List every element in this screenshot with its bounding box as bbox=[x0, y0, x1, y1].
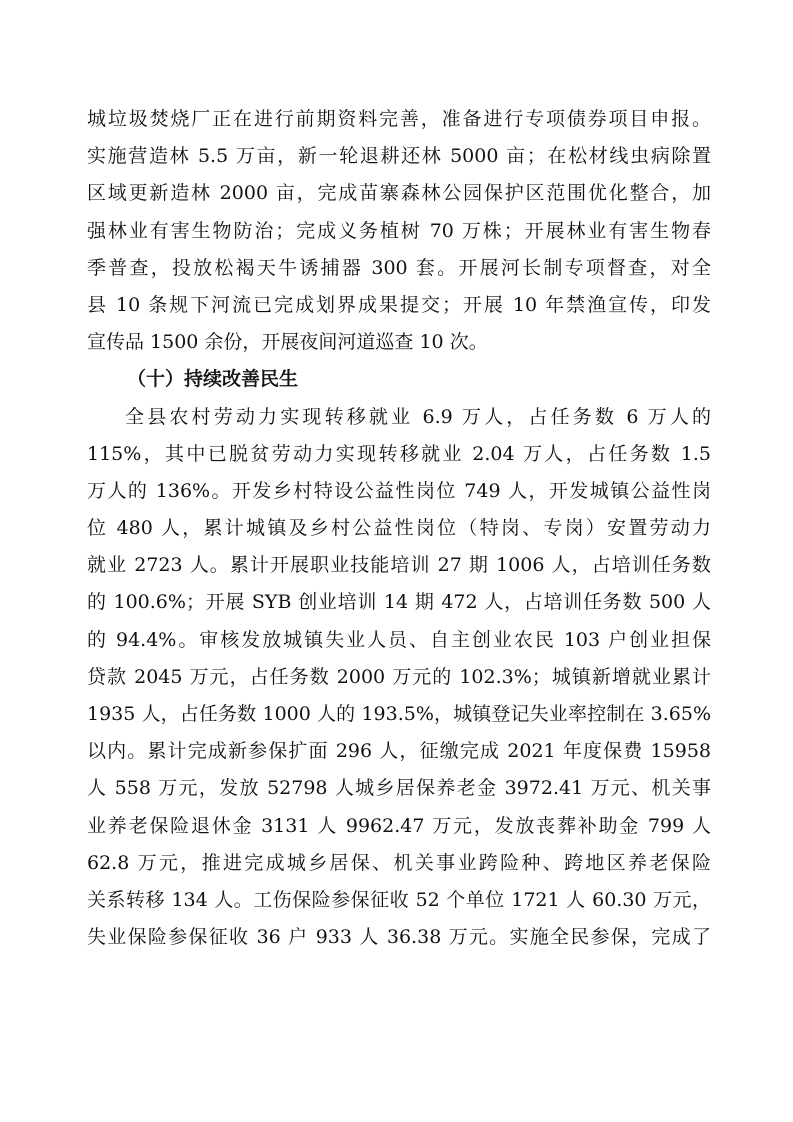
text-line: 季普查，投放松褐天牛诱捕器 300 套。开展河长制专项督查，对全 bbox=[87, 256, 711, 279]
text-line: 县 10 条规下河流已完成划界成果提交；开展 10 年禁渔宣传，印发 bbox=[87, 293, 711, 316]
text-line: 万人的 136%。开发乡村特设公益性岗位 749 人，开发城镇公益性岗 bbox=[87, 479, 711, 502]
text-line: 宣传品 1500 余份，开展夜间河道巡查 10 次。 bbox=[87, 331, 488, 354]
text-line: 的 100.6%；开展 SYB 创业培训 14 期 472 人，占培训任务数 500 人 bbox=[87, 591, 711, 614]
text-line: 的 94.4%。审核发放城镇失业人员、自主创业农民 103 户创业担保 bbox=[87, 628, 711, 651]
text-line: 关系转移 134 人。工伤保险参保征收 52 个单位 1721 人 60.30 万元， bbox=[87, 888, 711, 911]
section-heading: （十）持续改善民生 bbox=[127, 368, 299, 391]
text-line: 就业 2723 人。累计开展职业技能培训 27 期 1006 人，占培训任务数 bbox=[87, 554, 711, 577]
text-line: 贷款 2045 万元，占任务数 2000 万元的 102.3%；城镇新增就业累计 bbox=[87, 665, 711, 688]
text-line: 人 558 万元，发放 52798 人城乡居保养老金 3972.41 万元、机关事 bbox=[87, 777, 711, 800]
text-line: 全县农村劳动力实现转移就业 6.9 万人，占任务数 6 万人的 bbox=[125, 405, 711, 428]
text-line: 业养老保险退休金 3131 人 9962.47 万元，发放丧葬补助金 799 人 bbox=[87, 814, 711, 837]
text-line: 以内。累计完成新参保扩面 296 人，征缴完成 2021 年度保费 15958 bbox=[87, 740, 711, 763]
text-line: 1935 人，占任务数 1000 人的 193.5%，城镇登记失业率控制在 3.65% bbox=[87, 703, 711, 725]
text-line: 强林业有害生物防治；完成义务植树 70 万株；开展林业有害生物春 bbox=[87, 219, 711, 242]
text-line: 位 480 人，累计城镇及乡村公益性岗位（特岗、专岗）安置劳动力 bbox=[87, 517, 711, 540]
text-line: 区域更新造林 2000 亩，完成苗寨森林公园保护区范围优化整合，加 bbox=[87, 182, 711, 205]
text-line: 115%，其中已脱贫劳动力实现转移就业 2.04 万人，占任务数 1.5 bbox=[87, 442, 711, 465]
body-text bbox=[87, 101, 711, 956]
text-line: 62.8 万元，推进完成城乡居保、机关事业跨险种、跨地区养老保险 bbox=[87, 851, 711, 874]
text-line: 失业保险参保征收 36 户 933 人 36.38 万元。实施全民参保，完成了 bbox=[87, 926, 711, 949]
text-line: 实施营造林 5.5 万亩，新一轮退耕还林 5000 亩；在松材线虫病除置 bbox=[87, 145, 711, 168]
text-line: 城垃圾焚烧厂正在进行前期资料完善，准备进行专项债券项目申报。 bbox=[87, 108, 711, 130]
